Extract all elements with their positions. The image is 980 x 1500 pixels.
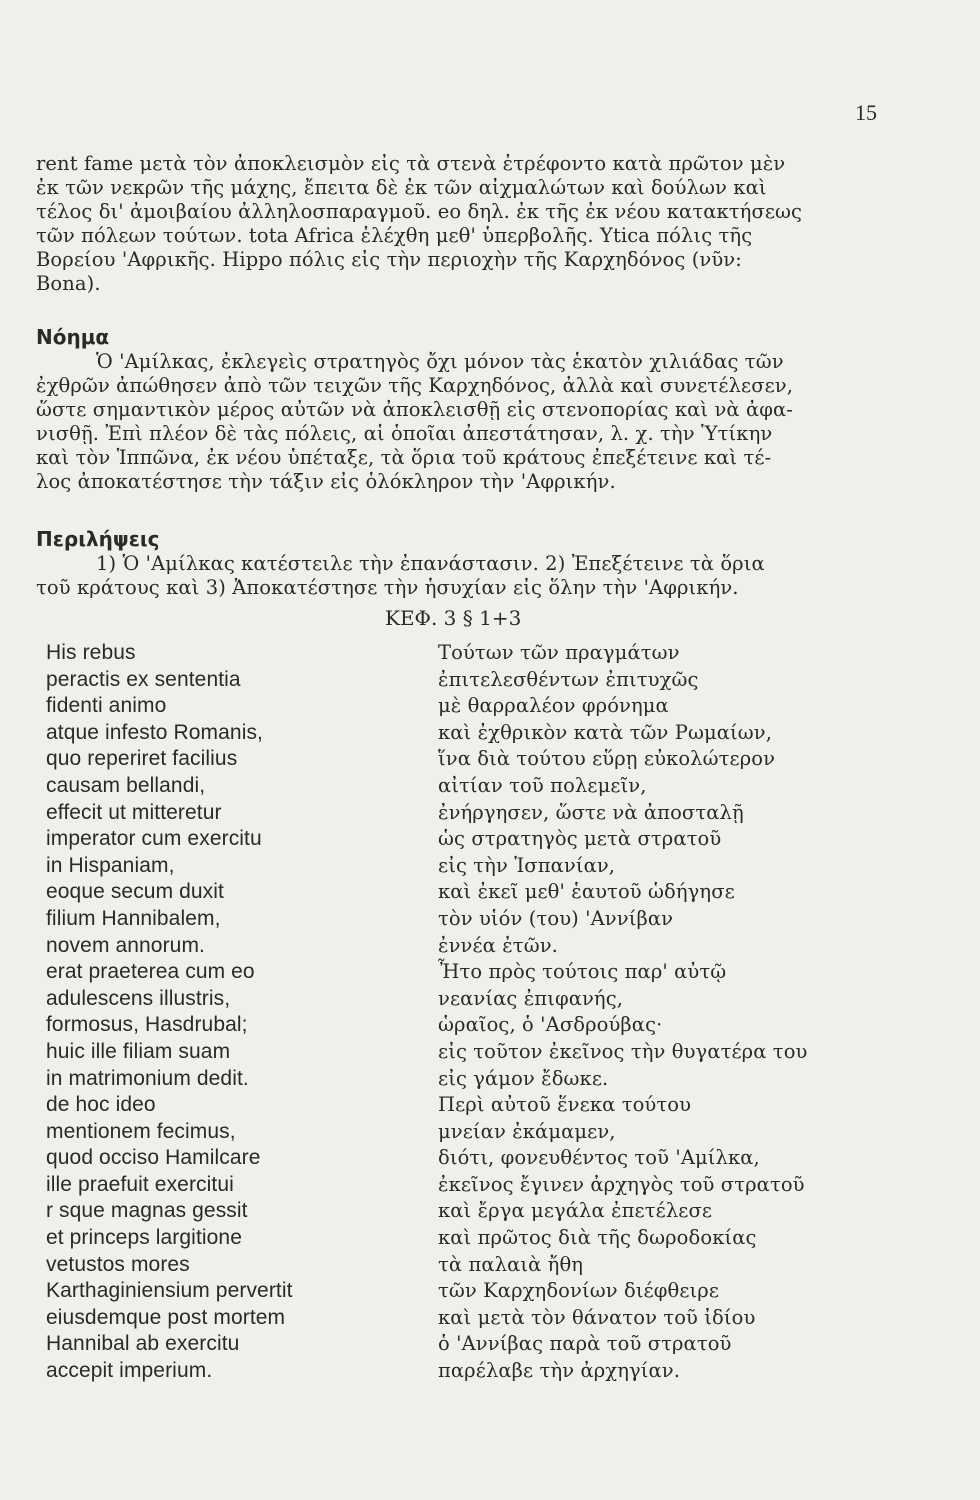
greek-line: τῶν Καρχηδονίων διέφθειρε	[438, 1279, 720, 1303]
section-heading: Περιλήψεις	[36, 527, 160, 551]
greek-line: καὶ ἔργα μεγάλα ἐπετέλεσε	[438, 1199, 713, 1223]
greek-line: ἐκεῖνος ἔγινεν ἀρχηγὸς τοῦ στρατοῦ	[438, 1172, 805, 1196]
greek-line: εἰς τὴν Ἱσπανίαν,	[438, 853, 616, 877]
greek-line: αἰτίαν τοῦ πολεμεῖν,	[438, 773, 647, 797]
latin-line: Hannibal ab exercitu	[46, 1332, 240, 1356]
latin-line: quo reperiret facilius	[46, 747, 238, 771]
text-line: Βορείου 'Αφρικῆς. Hippo πόλις εἰς τὴν περιοχὴν τῆς Καρχηδόνος (νῦν:	[36, 248, 742, 271]
greek-line: ἵνα διὰ τούτου εὕρῃ εὐκολώτερον	[438, 747, 776, 771]
text-line: Ὁ 'Αμίλκας, ἐκλεγεὶς στρατηγὸς ὄχι μόνον τὰς ἑκατὸν χιλιάδας τῶν	[96, 350, 784, 373]
latin-line: imperator cum exercitu	[46, 827, 262, 851]
latin-line: in matrimonium dedit.	[46, 1066, 249, 1090]
greek-line: ὡς στρατηγὸς μετὰ στρατοῦ	[438, 827, 722, 851]
latin-line: vetustos mores	[46, 1252, 190, 1276]
greek-line: ἐπιτελεσθέντων ἐπιτυχῶς	[438, 667, 699, 691]
latin-line: et princeps largitione	[46, 1226, 242, 1250]
greek-line: καὶ ἐκεῖ μεθ' ἑαυτοῦ ὡδήγησε	[438, 880, 735, 904]
latin-line: ille praefuit exercitui	[46, 1172, 234, 1196]
text-line: λος ἀποκατέστησε τὴν τάξιν εἰς ὁλόκληρον τὴν 'Αφρικήν.	[36, 470, 616, 493]
latin-line: novem annorum.	[46, 933, 205, 957]
greek-line: νεανίας ἐπιφανής,	[438, 986, 624, 1010]
latin-column	[46, 640, 426, 1385]
greek-line: εἰς τοῦτον ἐκεῖνος τὴν θυγατέρα του	[438, 1039, 808, 1063]
greek-line: παρέλαβε τὴν ἀρχηγίαν.	[438, 1359, 681, 1383]
greek-line: καὶ ἐχθρικὸν κατὰ τῶν Ρωμαίων,	[438, 720, 773, 744]
greek-line: καὶ μετὰ τὸν θάνατον τοῦ ἰδίου	[438, 1305, 756, 1329]
text-line: rent fame μετὰ τὸν ἀποκλεισμὸν εἰς τὰ στενὰ ἐτρέφοντο κατὰ πρῶτον μὲν	[36, 152, 786, 175]
latin-line: fidenti animo	[46, 694, 167, 718]
greek-line: Περὶ αὐτοῦ ἕνεκα τούτου	[438, 1093, 692, 1117]
text-line: Bona).	[36, 272, 101, 295]
text-line: ἐχθρῶν ἀπώθησεν ἀπὸ τῶν τειχῶν τῆς Καρχηδόνος, ἀλλὰ καὶ συνετέλεσεν,	[36, 374, 794, 397]
text-line: ἐκ τῶν νεκρῶν τῆς μάχης, ἔπειτα δὲ ἐκ τῶν αἰχμαλώτων καὶ δούλων καὶ	[36, 176, 767, 199]
latin-line: Karthaginiensium pervertit	[46, 1279, 293, 1303]
greek-line: ἐνήργησεν, ὥστε νὰ ἀποσταλῇ	[438, 800, 744, 824]
latin-line: formosus, Hasdrubal;	[46, 1013, 248, 1037]
noema-section	[36, 324, 916, 494]
greek-line: μνείαν ἐκάμαμεν,	[438, 1119, 616, 1143]
text-line: ὥστε σημαντικὸν μέρος αὐτῶν νὰ ἀποκλεισθῇ εἰς στενοπορίας καὶ νὰ ἀφα-	[36, 398, 793, 421]
latin-line: His rebus	[46, 641, 136, 664]
page-number: 15	[855, 100, 877, 125]
text-line: τέλος δι' ἀμοιβαίου ἀλληλοσπαραγμοῦ. eo δηλ. ἐκ τῆς ἐκ νέου κατακτήσεως	[36, 200, 803, 223]
greek-line: ὁ 'Αννίβας παρὰ τοῦ στρατοῦ	[438, 1332, 732, 1356]
latin-line: quod occiso Hamilcare	[46, 1146, 261, 1170]
latin-line: r sque magnas gessit	[46, 1199, 248, 1223]
greek-line: μὲ θαρραλέον φρόνημα	[438, 694, 669, 718]
intro-paragraph	[36, 152, 916, 296]
section-heading: Νόημα	[36, 325, 110, 349]
latin-line: peractis ex sententia	[46, 667, 241, 691]
greek-line: εἰς γάμον ἔδωκε.	[438, 1066, 609, 1090]
greek-line: καὶ πρῶτος διὰ τῆς δωροδοκίας	[438, 1226, 757, 1250]
text-line: νισθῇ. Ἐπὶ πλέον δὲ τὰς πόλεις, αἱ ὁποῖαι ἀπεστάτησαν, λ. χ. τὴν Ὑτίκην	[36, 422, 773, 445]
perilipseis-section	[36, 526, 916, 600]
greek-line: ἐννέα ἐτῶν.	[438, 933, 558, 957]
latin-line: eoque secum duxit	[46, 880, 224, 904]
chapter-heading: ΚΕΦ. 3 § 1+3	[385, 606, 522, 630]
latin-line: accepit imperium.	[46, 1359, 213, 1383]
text-line: τοῦ κράτους καὶ 3) Ἀποκατέστησε τὴν ἡσυχίαν εἰς ὅλην τὴν 'Αφρικήν.	[36, 576, 739, 599]
greek-column	[438, 640, 878, 1385]
latin-line: eiusdemque post mortem	[46, 1305, 286, 1329]
greek-line: Τούτων τῶν πραγμάτων	[438, 641, 680, 664]
latin-line: erat praeterea cum eo	[46, 960, 255, 984]
greek-line: ὡραῖος, ὁ 'Ασδρούβας·	[438, 1013, 663, 1037]
latin-line: causam bellandi,	[46, 773, 206, 797]
text-line: 1) Ὁ 'Αμίλκας κατέστειλε τὴν ἐπανάστασιν. 2) Ἐπεξέτεινε τὰ ὅρια	[96, 552, 765, 575]
latin-line: adulescens illustris,	[46, 986, 231, 1010]
latin-line: effecit ut mitteretur	[46, 800, 222, 824]
latin-line: mentionem fecimus,	[46, 1119, 236, 1143]
text-line: τῶν πόλεων τούτων. tota Africa ἐλέχθη μεθ' ὑπερβολῆς. Ytica πόλις τῆς	[36, 224, 753, 247]
latin-line: in Hispaniam,	[46, 853, 175, 877]
latin-line: de hoc ideo	[46, 1093, 156, 1117]
greek-line: Ἦτο πρὸς τούτοις παρ' αὐτῷ	[438, 960, 727, 984]
latin-line: atque infesto Romanis,	[46, 720, 263, 744]
greek-line: τὸν υἱόν (του) 'Αννίβαν	[438, 906, 674, 930]
latin-line: filium Hannibalem,	[46, 906, 221, 930]
latin-line: huic ille filiam suam	[46, 1039, 231, 1063]
greek-line: διότι, φονευθέντος τοῦ 'Αμίλκα,	[438, 1146, 760, 1170]
greek-line: τὰ παλαιὰ ἤθη	[438, 1252, 584, 1276]
text-line: καὶ τὸν Ἱππῶνα, ἐκ νέου ὑπέταξε, τὰ ὅρια τοῦ κράτους ἐπεξέτεινε καὶ τέ-	[36, 446, 772, 469]
